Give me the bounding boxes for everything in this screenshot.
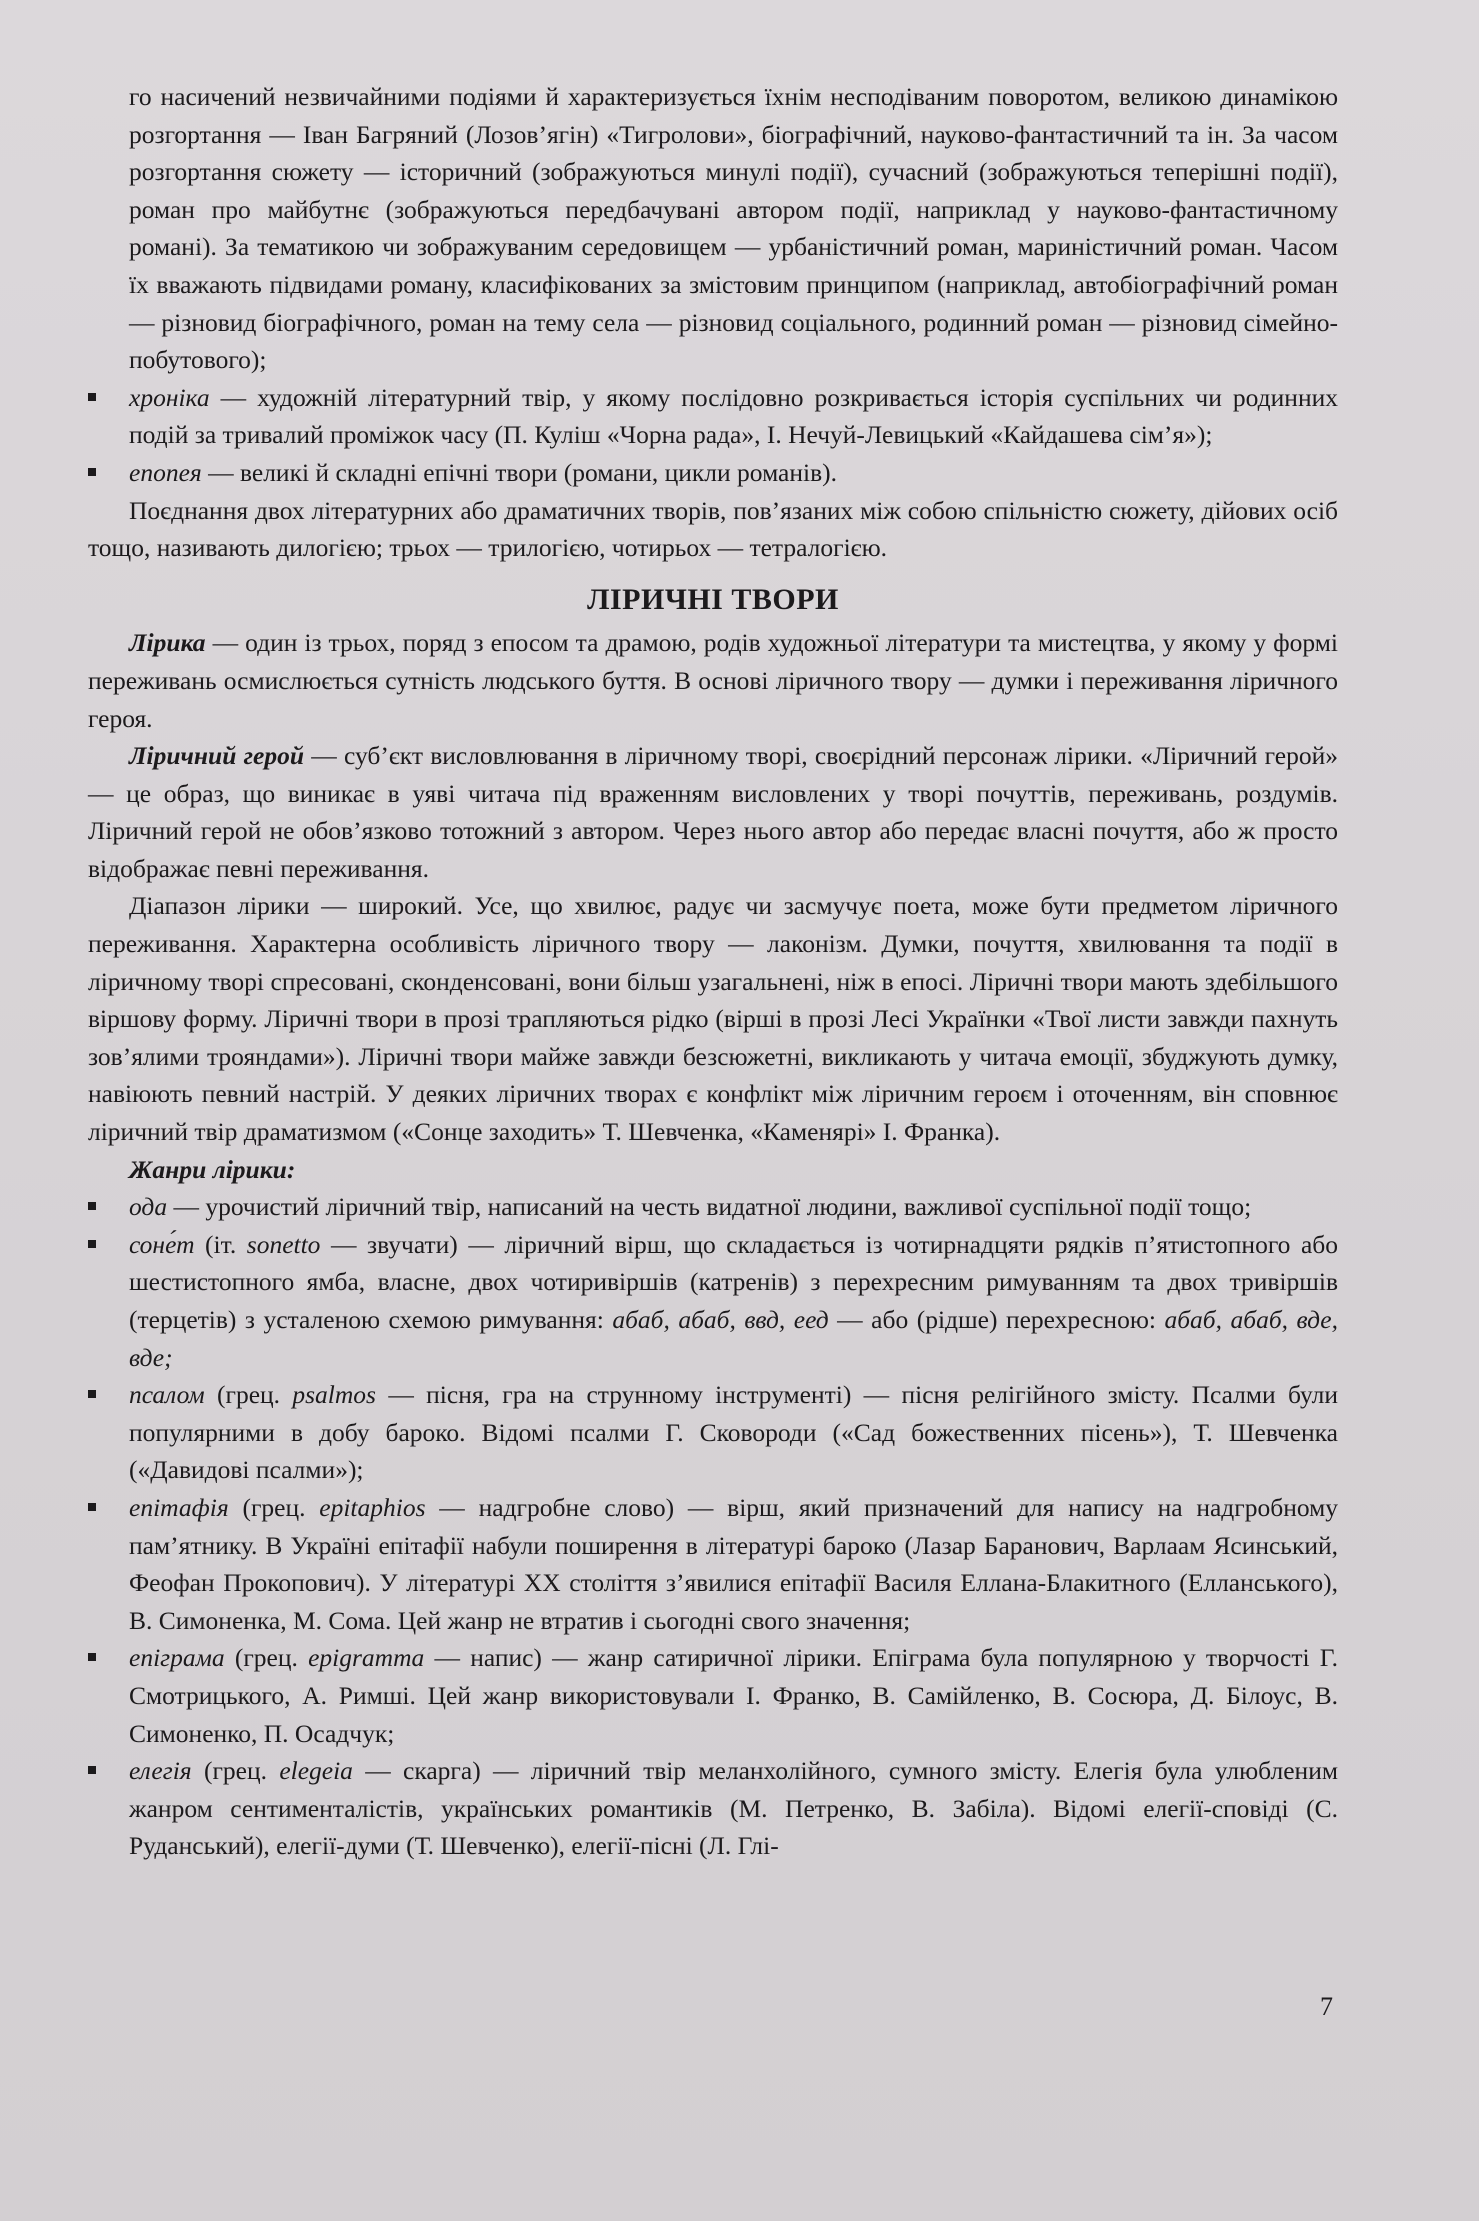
definition: — суб’єкт висловлювання в ліричному творі, своєрідний персонаж лірики. «Ліричний герой» — це образ, що виникає в уяві читача під враженням висловлених у творі почуттів, переживань, роздумів. Ліричний герой не обов’язково тотожний з автором. Через нього автор або передає власні почуття, або ж просто відображає певні переживання. (88, 741, 1338, 883)
lyric-hero-paragraph (88, 737, 1338, 887)
term: ода (129, 1192, 168, 1222)
foreign-word: psalmos (292, 1380, 376, 1410)
list-item (88, 1376, 1338, 1489)
page-content (88, 78, 1338, 1865)
genres-heading (88, 1151, 1338, 1189)
square-bullet-icon (88, 393, 96, 401)
foreign-word: epigramma (308, 1643, 425, 1673)
foreign-word: elegeia (279, 1756, 353, 1786)
square-bullet-icon (88, 468, 96, 476)
section-title: ЛІРИЧНІ ТВОРИ (587, 582, 839, 616)
genres-title: Жанри лірики: (129, 1154, 296, 1184)
list-item (88, 1226, 1338, 1376)
term: епітафія (129, 1492, 229, 1522)
list-item (88, 1188, 1338, 1226)
definition: — великі й складні епічні твори (романи, цикли романів). (201, 457, 837, 487)
definition-part: (грец. (224, 1643, 309, 1673)
page-number: 7 (1320, 1992, 1333, 2021)
square-bullet-icon (88, 1503, 96, 1511)
square-bullet-icon (88, 1202, 96, 1210)
epic-forms-list (88, 379, 1338, 492)
term: Лірика (129, 628, 206, 658)
definition: — урочистий ліричний твір, написаний на честь видатної людини, важливої суспільної події тощо; (167, 1192, 1252, 1222)
term: хроніка (129, 382, 210, 412)
definition-part: — або (рідше) перехресною: (828, 1305, 1165, 1334)
list-item (88, 454, 1338, 492)
definition-part: (іт. (194, 1229, 247, 1259)
term: псалом (129, 1380, 205, 1410)
definition-part: (грец. (204, 1380, 293, 1410)
term: епопея (129, 457, 202, 487)
term: Ліричний герой (129, 741, 305, 771)
definition-part: — напис) — жанр сатиричної лірики. Епіграма була популярною у творчості Г. Смотрицького, А. Римші. Цей жанр використовували І. Франко, В. Самійленко, В. Сосюра, Д. Білоус, В. Симоненко, П. Осадчук; (129, 1643, 1338, 1748)
square-bullet-icon (88, 1653, 96, 1661)
definition: — один із трьох, поряд з епосом та драмою, родів художньої літератури та мистецтва, у якому у формі переживань осмислюється сутність людського буття. В основі ліричного твору — думки і переживання ліричного героя. (88, 628, 1338, 733)
list-item (88, 1489, 1338, 1639)
term: епіграма (129, 1643, 225, 1673)
term: елегія (129, 1756, 192, 1786)
square-bullet-icon (88, 1766, 96, 1774)
rhyme-scheme: абаб, абаб, вде, вде; (129, 1305, 1338, 1372)
square-bullet-icon (88, 1390, 96, 1398)
list-item (88, 1639, 1338, 1752)
list-item (88, 379, 1338, 454)
list-item (88, 1752, 1338, 1865)
square-bullet-icon (88, 1240, 96, 1248)
foreign-word: epitaphios (319, 1492, 426, 1522)
definition-part: — скарга) — ліричний твір меланхолійного, сумного змісту. Елегія була улюбленим жанром сентименталістів, українських романтиків (М. Петренко, В. Забіла). Відомі елегії-сповіді (С. Руданський), елегії-думи (Т. Шевченко), елегії-пісні (Л. Глі- (129, 1756, 1338, 1861)
lyric-range-paragraph: Діапазон лірики — широкий. Усе, що хвилює, радує чи засмучує поета, може бути предметом ліричного переживання. Характерна особливість ліричного твору — лаконізм. Думки, почуття, хвилювання та події в ліричному творі спресовані, сконденсовані, вони більш узагальнені, ніж в епосі. Ліричні твори мають здебільшого віршову форму. Ліричні твори в прозі трапляються рідко (вірші в прозі Лесі Українки «Твої листи завжди пахнуть зов’ялими трояндами»). Ліричні твори майже завжди безсюжетні, викликають у читача емоції, збуджують думку, навіюють певний настрій. У деяких ліричних творах є конфлікт між ліричним героєм і оточенням, він сповнює ліричний твір драматизмом («Сонце заходить» Т. Шевченка, «Каменярі» І. Франка). (88, 891, 1338, 1147)
definition-part: (грец. (191, 1756, 280, 1786)
rhyme-scheme: абаб, абаб, ввд, еед (612, 1305, 829, 1334)
definition-part: — звучати) — ліричний вірш, що складається із чотирнадцяти рядків п’ятистопного або шестистопного ямба, власне, двох чотиривіршів (катренів) з перехресним римуванням та двох тривіршів (терцетів) з усталеною схемою римування: (129, 1229, 1338, 1334)
definition-part: — пісня, гра на струнному інструменті) — пісня релігійного змісту. Псалми були популярними в добу бароко. Відомі псалми Г. Сковороди («Сад божественних пісень»), Т. Шевченка («Давидові псалми»); (129, 1380, 1338, 1485)
term: соне́т (129, 1229, 195, 1259)
definition: — художній літературний твір, у якому послідовно розкривається історія суспільних чи родинних подій за тривалий проміжок часу (П. Куліш «Чорна рада», І. Нечуй-Левицький «Кайдашева сім’я»); (129, 382, 1338, 450)
genres-list (88, 1188, 1338, 1865)
epic-continuation-paragraph: го насичений незвичайними подіями й характеризується їхнім несподіваним поворотом, великою динамікою розгортання — Іван Багряний (Лозов’ягін) «Тигролови», біографічний, науково-фантастичний та ін. За часом розгортання сюжету — історичний (зображуються минулі події), сучасний (зображуються теперішні події), роман про майбутнє (зображуються передбачувані автором події, наприклад у науково-фантастичному романі). За тематикою чи зображуваним середовищем — урбаністичний роман, мариністичний роман. Часом їх вважають підвидами роману, класифікованих за змістовим принципом (наприклад, автобіографічний роман — різновид біографічного, роман на тему села — різновид соціального, родинний роман — різновид сімейно-побутового); (129, 82, 1338, 375)
lyric-definition-paragraph (88, 624, 1338, 737)
cycles-paragraph: Поєднання двох літературних або драматичних творів, пов’язаних між собою спільністю сюжету, дійових осіб тощо, називають дилогією; трьох — трилогією, чотирьох — тетралогією. (88, 495, 1338, 563)
foreign-word: sonetto (246, 1229, 321, 1259)
definition-part: (грец. (228, 1492, 320, 1522)
definition-part: — надгробне слово) — вірш, який призначений для напису на надгробному пам’ятнику. В Україні епітафії набули поширення в літературі бароко (Лазар Баранович, Варлаам Ясинський, Феофан Прокопович). У літературі XX століття з’явилися епітафії Василя Еллана-Блакитного (Елланського), В. Симоненка, М. Сома. Цей жанр не втратив і сьогодні свого значення; (129, 1492, 1338, 1635)
